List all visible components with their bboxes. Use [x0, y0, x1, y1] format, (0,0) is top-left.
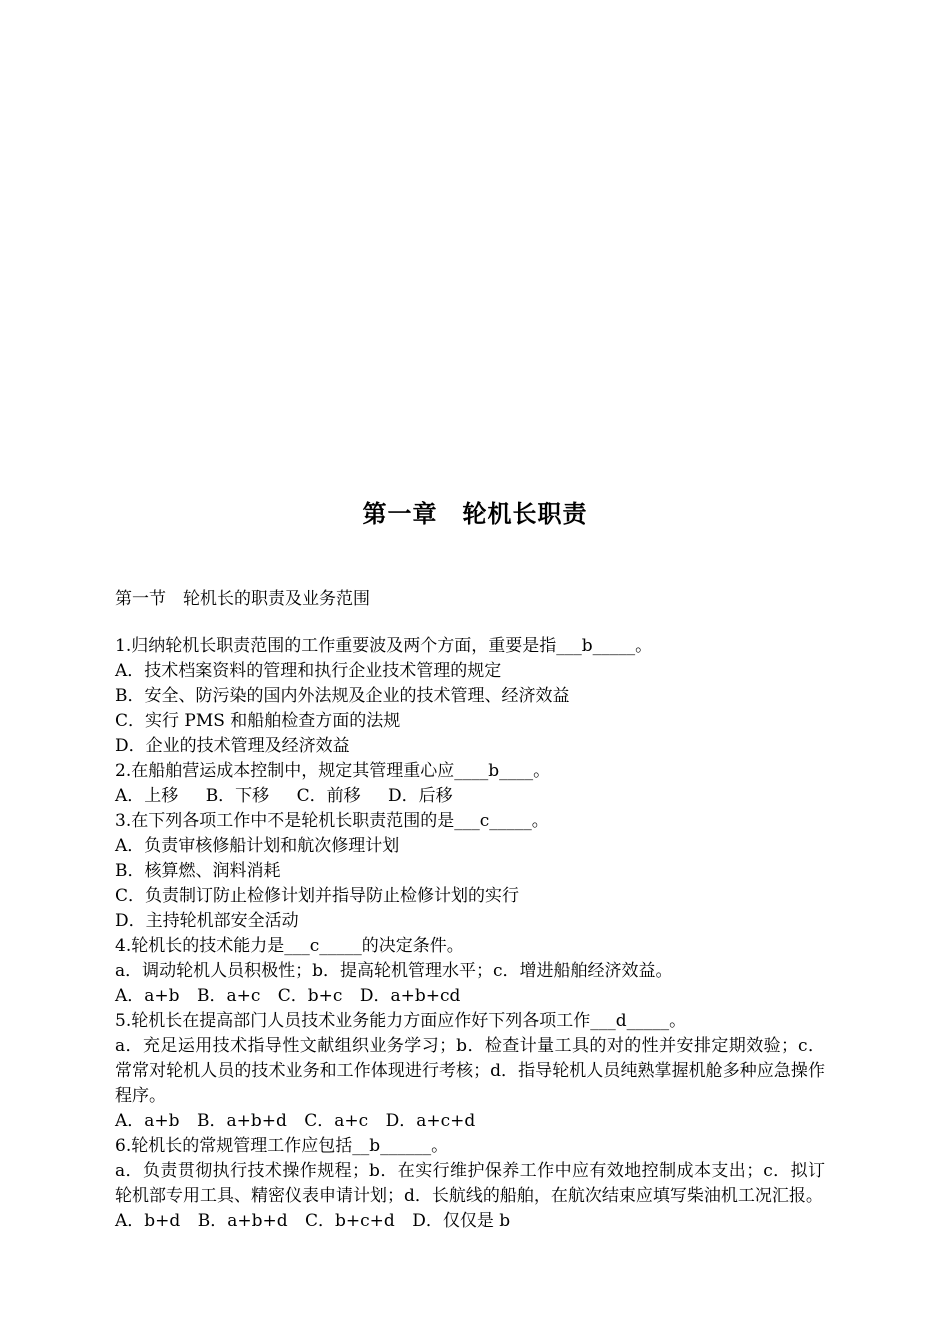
question-2-options [115, 784, 825, 809]
question-4-option-d: D．a+b+cd [359, 986, 461, 1006]
question-4-option-c: C．b+c [277, 986, 343, 1006]
question-5-items: a．充足运用技术指导性文献组织业务学习；b．检查计量工具的对的性并安排定期效验；c．常常对轮机人员的技术业务和工作体现进行考核；d．指导轮机人员纯熟掌握机舱多种应急操作程序。 [115, 1036, 825, 1106]
question-2-option-c: C．前移 [296, 786, 361, 806]
question-3-option-c: C．负责制订防止检修计划并指导防止检修计划的实行 [115, 886, 520, 906]
question-6-option-c: C．b+c+d [305, 1211, 395, 1231]
question-1-option-c: C．实行 PMS 和船舶检查方面的法规 [115, 711, 401, 731]
question-4-items: a．调动轮机人员积极性；b．提高轮机管理水平；c．增进船舶经济效益。 [115, 961, 673, 981]
chapter-title: 第一章 轮机长职责 [362, 499, 588, 528]
question-6-option-d: D．仅仅是 b [412, 1211, 511, 1231]
question-4-option-b: B．a+c [196, 986, 261, 1006]
question-4-options [115, 984, 825, 1009]
question-3-option-d: D．主持轮机部安全活动 [115, 911, 299, 931]
question-6-items: a．负责贯彻执行技术操作规程；b．在实行维护保养工作中应有效地控制成本支出；c．拟订轮机部专用工具、精密仪表申请计划；d．长航线的船舶，在航次结束应填写柴油机工况汇报。 [115, 1161, 825, 1206]
question-list [115, 634, 825, 1234]
question-6-option-a: A．b+d [115, 1211, 181, 1231]
question-1-stem: 1.归纳轮机长职责范围的工作重要波及两个方面，重要是指___b_____。 [115, 636, 653, 656]
question-6-option-b: B．a+b+d [197, 1211, 288, 1231]
question-6-options [115, 1209, 825, 1234]
question-2-option-a: A．上移 [115, 786, 179, 806]
question-5-option-a: A．a+b [115, 1111, 180, 1131]
question-5-options [115, 1109, 825, 1134]
question-1-option-b: B．安全、防污染的国内外法规及企业的技术管理、经济效益 [115, 686, 570, 706]
question-3-stem: 3.在下列各项工作中不是轮机长职责范围的是___c_____。 [115, 811, 549, 831]
question-5-option-b: B．a+b+d [196, 1111, 287, 1131]
question-1-option-a: A．技术档案资料的管理和执行企业技术管理的规定 [115, 661, 502, 681]
question-4-stem: 4.轮机长的技术能力是___c_____的决定条件。 [115, 936, 464, 956]
question-6-stem: 6.轮机长的常规管理工作应包括__b______。 [115, 1136, 449, 1156]
question-2-stem: 2.在船舶营运成本控制中，规定其管理重心应____b____。 [115, 761, 551, 781]
question-4-option-a: A．a+b [115, 986, 180, 1006]
question-3-option-a: A．负责审核修船计划和航次修理计划 [115, 836, 400, 856]
question-2-option-d: D．后移 [388, 786, 453, 806]
question-3-option-b: B．核算燃、润料消耗 [115, 861, 281, 881]
question-5-option-c: C．a+c [304, 1111, 369, 1131]
question-1-option-d: D．企业的技术管理及经济效益 [115, 736, 350, 756]
question-2-option-b: B．下移 [205, 786, 270, 806]
question-5-option-d: D．a+c+d [385, 1111, 476, 1131]
question-5-stem: 5.轮机长在提高部门人员技术业务能力方面应作好下列各项工作___d_____。 [115, 1011, 687, 1031]
section-title: 第一节 轮机长的职责及业务范围 [115, 589, 370, 609]
